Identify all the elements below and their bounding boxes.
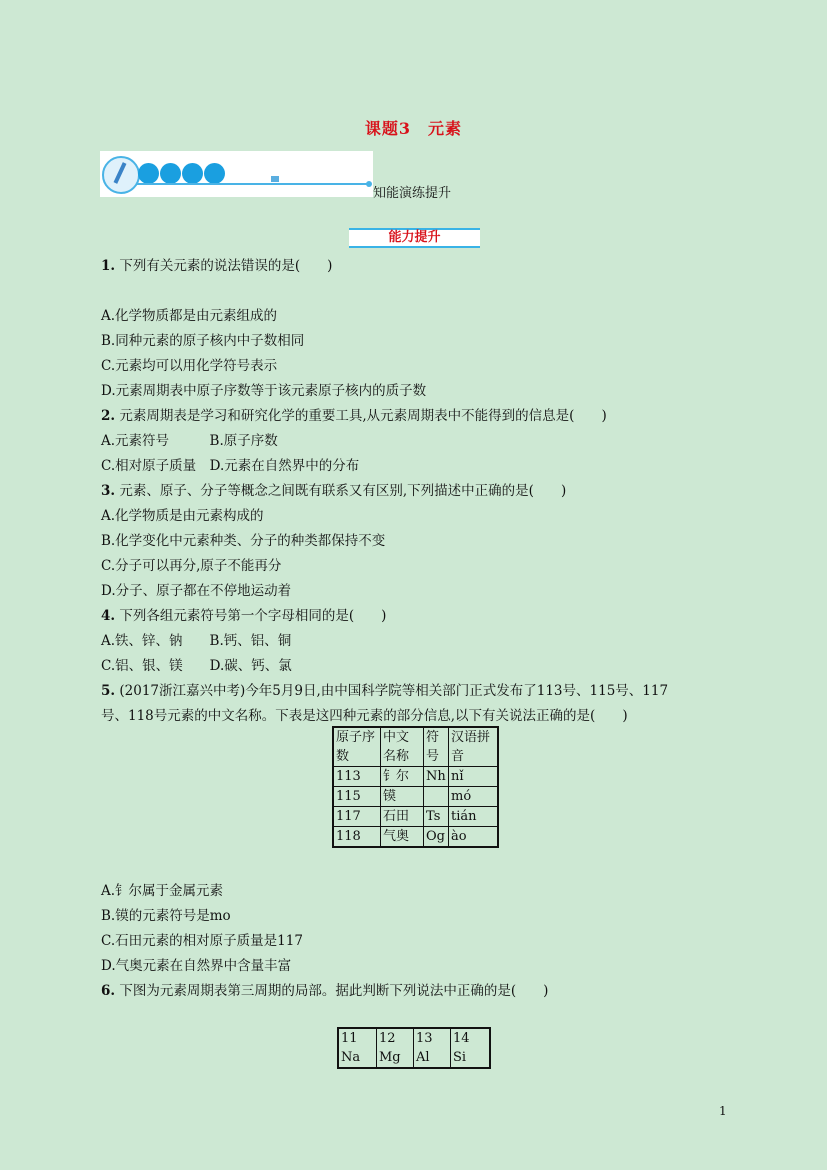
element-cell: 12 Mg bbox=[377, 1028, 414, 1068]
header-cell: 中文 名称 bbox=[381, 727, 424, 767]
table-row bbox=[333, 787, 498, 807]
question-5: 5. (2017浙江嘉兴中考)今年5月9日,由中国科学院等相关部门正式发布了113号、115号、117 bbox=[101, 683, 669, 699]
page-title: 课题3 元素 bbox=[364, 119, 463, 138]
header-cell: 符 号 bbox=[424, 727, 449, 767]
question-1: 1. 下列有关元素的说法错误的是( ) bbox=[101, 258, 333, 274]
q1-option-d: D.元素周期表中原子序数等于该元素原子核内的质子数 bbox=[101, 383, 427, 399]
table-cell: ào bbox=[449, 827, 499, 848]
q4-options-ab: A.铁、锌、钠 B.钙、铝、铜 bbox=[101, 633, 292, 649]
q5-option-d: D.气奥元素在自然界中含量丰富 bbox=[101, 958, 292, 974]
table-cell: 石田 bbox=[381, 807, 424, 827]
table-cell: 气奥 bbox=[381, 827, 424, 848]
q3-option-c: C.分子可以再分,原子不能再分 bbox=[101, 558, 282, 574]
table-cell bbox=[424, 787, 449, 807]
q3-option-b: B.化学变化中元素种类、分子的种类都保持不变 bbox=[101, 533, 386, 549]
table-row bbox=[333, 767, 498, 787]
q3-option-d: D.分子、原子都在不停地运动着 bbox=[101, 583, 292, 599]
q5-option-a: A.钅尔属于金属元素 bbox=[101, 883, 224, 899]
table-cell: Nh bbox=[424, 767, 449, 787]
table-cell: mó bbox=[449, 787, 499, 807]
question-4: 4. 下列各组元素符号第一个字母相同的是( ) bbox=[101, 608, 387, 624]
table-cell: nǐ bbox=[449, 767, 499, 787]
banner-graphic bbox=[100, 151, 373, 197]
table-row bbox=[333, 827, 498, 848]
table-cell: 115 bbox=[333, 787, 381, 807]
table-cell: Ts bbox=[424, 807, 449, 827]
header-cell: 汉语拼 音 bbox=[449, 727, 499, 767]
question-2: 2. 元素周期表是学习和研究化学的重要工具,从元素周期表中不能得到的信息是( ) bbox=[101, 408, 607, 424]
element-cell: 14 Si bbox=[451, 1028, 491, 1068]
header-cell: 原子序 数 bbox=[333, 727, 381, 767]
q2-options-cd: C.相对原子质量 D.元素在自然界中的分布 bbox=[101, 458, 360, 474]
element-cell: 13 Al bbox=[414, 1028, 451, 1068]
question-6: 6. 下图为元素周期表第三周期的局部。据此判断下列说法中正确的是( ) bbox=[101, 983, 549, 999]
table-cell: Og bbox=[424, 827, 449, 848]
q5-option-b: B.镆的元素符号是mo bbox=[101, 908, 231, 924]
q5-option-c: C.石田元素的相对原子质量是117 bbox=[101, 933, 303, 949]
q1-option-b: B.同种元素的原子核内中子数相同 bbox=[101, 333, 305, 349]
section-heading: 能力提升 bbox=[349, 228, 480, 248]
table-cell: 镆 bbox=[381, 787, 424, 807]
banner-label: 知能演练提升 bbox=[373, 186, 452, 201]
element-info-table bbox=[332, 726, 499, 848]
page-number: 1 bbox=[719, 1104, 727, 1118]
table-row bbox=[338, 1028, 490, 1068]
q3-option-a: A.化学物质是由元素构成的 bbox=[101, 508, 264, 524]
brush-icon bbox=[102, 156, 140, 194]
table-header-row bbox=[333, 727, 498, 767]
element-cell: 11 Na bbox=[338, 1028, 377, 1068]
table-cell: 113 bbox=[333, 767, 381, 787]
table-cell: 118 bbox=[333, 827, 381, 848]
table-cell: 钅尔 bbox=[381, 767, 424, 787]
table-cell: tián bbox=[449, 807, 499, 827]
table-row bbox=[333, 807, 498, 827]
q1-option-a: A.化学物质都是由元素组成的 bbox=[101, 308, 278, 324]
q4-options-cd: C.铝、银、镁 D.碳、钙、氯 bbox=[101, 658, 292, 674]
periodic-table-fragment bbox=[337, 1027, 491, 1069]
question-5-line2: 号、118号元素的中文名称。下表是这四种元素的部分信息,以下有关说法正确的是( ) bbox=[101, 708, 628, 724]
q2-options-ab: A.元素符号 B.原子序数 bbox=[101, 433, 278, 449]
q1-option-c: C.元素均可以用化学符号表示 bbox=[101, 358, 278, 374]
table-cell: 117 bbox=[333, 807, 381, 827]
question-3: 3. 元素、原子、分子等概念之间既有联系又有区别,下列描述中正确的是( ) bbox=[101, 483, 567, 499]
